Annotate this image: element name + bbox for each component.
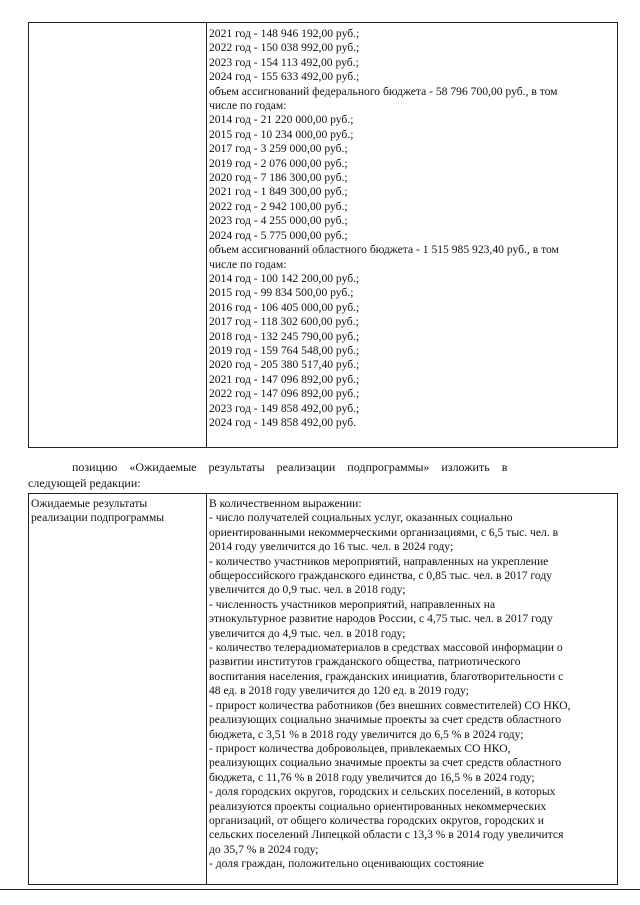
results-line: сельских поселений Липецкой области с 13,3 % в 2014 году увеличится xyxy=(209,828,564,842)
funding-line: 2022 год - 2 942 100,00 руб.; xyxy=(206,200,617,214)
funding-line: 2023 год - 149 858 492,00 руб.; xyxy=(206,402,617,416)
funding-line: 2023 год - 4 255 000,00 руб.; xyxy=(206,214,617,228)
results-line: - количество телерадиоматериалов в средствах массовой информации о xyxy=(206,641,617,655)
funding-line: 2024 год - 149 858 492,00 руб. xyxy=(206,416,617,430)
results-table xyxy=(28,493,618,885)
funding-line: 2024 год - 155 633 492,00 руб.; xyxy=(206,70,617,84)
funding-table-left-cell xyxy=(29,23,207,447)
results-line: ориентированными некоммерческими организациями, с 6,5 тыс. чел. в xyxy=(209,525,559,539)
funding-line: 2015 год - 99 834 500,00 руб.; xyxy=(206,286,617,300)
funding-line: 2019 год - 2 076 000,00 руб.; xyxy=(206,157,617,171)
results-line: организаций, от общего количества городских округов, городских и xyxy=(209,813,544,827)
results-line: воспитания населения, гражданских инициатив, благотворительности с xyxy=(209,669,564,683)
results-label-cell: Ожидаемые результаты реализации подпрограммы xyxy=(29,494,207,884)
page-bottom-rule xyxy=(0,889,640,890)
results-line: реализующих социально значимые проекты за счет средств областного xyxy=(209,713,562,727)
results-line: - доля городских округов, городских и сельских поселений, в которых xyxy=(206,785,617,799)
results-line: увеличится до 4,9 тыс. чел. в 2018 году; xyxy=(209,626,406,640)
funding-line: 2016 год - 106 405 000,00 руб.; xyxy=(206,301,617,315)
funding-line: 2021 год - 148 946 192,00 руб.; xyxy=(206,27,617,41)
funding-line: 2023 год - 154 113 492,00 руб.; xyxy=(206,56,617,70)
results-line: - прирост количества добровольцев, привлекаемых СО НКО, xyxy=(206,742,617,756)
results-line: этнокультурное развитие народов России, с 4,75 тыс. чел. в 2017 году xyxy=(209,612,553,626)
funding-line: 2014 год - 21 220 000,00 руб.; xyxy=(206,113,617,127)
funding-line: 2024 год - 5 775 000,00 руб.; xyxy=(206,229,617,243)
results-line: увеличится до 0,9 тыс. чел. в 2018 году; xyxy=(209,583,406,597)
funding-table xyxy=(28,22,618,448)
funding-line: числе по годам: xyxy=(209,257,287,271)
funding-line: 2020 год - 205 380 517,40 руб.; xyxy=(206,358,617,372)
funding-line: 2018 год - 132 245 790,00 руб.; xyxy=(206,330,617,344)
results-line: бюджета, с 11,76 % в 2018 году увеличится до 16,5 % в 2024 году; xyxy=(209,770,535,784)
results-line: общероссийского гражданского единства, с 0,85 тыс. чел. в 2017 году xyxy=(209,569,553,583)
funding-line: 2022 год - 150 038 992,00 руб.; xyxy=(206,41,617,55)
results-line: до 35,7 % в 2024 году; xyxy=(209,842,319,856)
results-line: развитии институтов гражданского общества, патриотического xyxy=(209,655,521,669)
results-content-cell xyxy=(207,494,617,884)
funding-line: 2020 год - 7 186 300,00 руб.; xyxy=(206,171,617,185)
results-line: - число получателей социальных услуг, оказанных социально xyxy=(206,511,617,525)
funding-line: 2021 год - 1 849 300,00 руб.; xyxy=(206,185,617,199)
funding-table-right-cell xyxy=(207,23,617,447)
instruction-line-2: следующей редакции: xyxy=(28,476,141,490)
results-line: реализующих социально значимые проекты за счет средств областного xyxy=(209,756,562,770)
funding-line: 2017 год - 118 302 600,00 руб.; xyxy=(206,315,617,329)
funding-line: объем ассигнований областного бюджета - 1 515 985 923,40 руб., в том xyxy=(209,243,559,257)
instruction-line-1: позицию «Ожидаемые результаты реализации подпрограммы» изложить в xyxy=(72,460,508,474)
funding-line: 2019 год - 159 764 548,00 руб.; xyxy=(206,344,617,358)
results-line: - численность участников мероприятий, направленных на xyxy=(206,598,617,612)
funding-line: 2017 год - 3 259 000,00 руб.; xyxy=(206,142,617,156)
funding-line: 2021 год - 147 096 892,00 руб.; xyxy=(206,373,617,387)
instruction-paragraph xyxy=(28,458,618,491)
funding-line: 2014 год - 100 142 200,00 руб.; xyxy=(206,272,617,286)
funding-line: числе по годам: xyxy=(209,99,287,113)
results-line: - прирост количества работников (без внешних совместителей) СО НКО, xyxy=(206,699,617,713)
results-line: - доля граждан, положительно оценивающих состояние xyxy=(206,857,617,871)
funding-line: объем ассигнований федерального бюджета - 58 796 700,00 руб., в том xyxy=(209,84,558,98)
results-line: 2014 году увеличится до 16 тыс. чел. в 2024 году; xyxy=(209,540,454,554)
results-line: В количественном выражении: xyxy=(209,497,362,510)
results-line: 48 ед. в 2018 году увеличится до 120 ед. в 2019 году; xyxy=(209,684,469,698)
funding-line: 2015 год - 10 234 000,00 руб.; xyxy=(206,128,617,142)
results-line: бюджета, с 3,51 % в 2018 году увеличится до 6,5 % в 2024 году; xyxy=(209,727,524,741)
results-line: - количество участников мероприятий, направленных на укрепление xyxy=(206,555,617,569)
funding-line: 2022 год - 147 096 892,00 руб.; xyxy=(206,387,617,401)
results-line: реализуются проекты социально ориентированных некоммерческих xyxy=(209,799,547,813)
